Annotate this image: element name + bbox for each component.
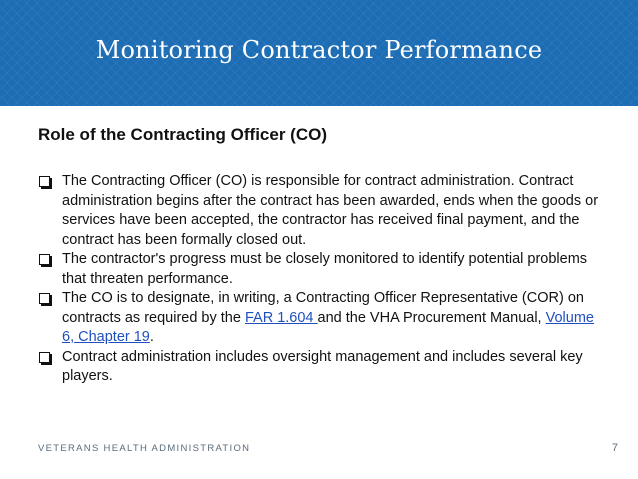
checkbox-icon — [39, 352, 50, 363]
bullet-item — [38, 250, 608, 289]
bullet-text: Contract administration includes oversight management and includes several key players. — [62, 348, 583, 384]
checkbox-icon — [39, 293, 50, 304]
page-number: 7 — [611, 442, 618, 454]
bullet-text-part: The CO is to designate, in writing, a Contracting Officer Representative (COR) on contracts as required by the — [62, 290, 584, 326]
bullet-text-part: . — [149, 329, 154, 345]
bullet-item — [38, 348, 608, 387]
bullet-text: The contractor's progress must be closely monitored to identify potential problems that threaten performance. — [62, 251, 588, 287]
checkbox-icon — [39, 254, 50, 265]
slide-subtitle: Role of the Contracting Officer (CO) — [38, 125, 327, 144]
bullet-list — [38, 172, 608, 387]
far-1604-link[interactable]: FAR 1.604 — [244, 309, 318, 326]
bullet-text: The Contracting Officer (CO) is responsible for contract administration. Contract administration begins after the contract has been awarded, ends when the goods or services have been accepted, the contractor has received final payment, and the contract has been formally closed out. — [62, 173, 599, 248]
slide-title: Monitoring Contractor Performance — [95, 36, 543, 64]
checkbox-icon — [39, 176, 50, 187]
title-banner — [0, 0, 638, 106]
bullet-item — [38, 289, 608, 348]
bullet-text-part: and the VHA Procurement Manual, — [317, 309, 546, 326]
bullet-item — [38, 172, 608, 250]
footer-organization: VETERANS HEALTH ADMINISTRATION — [38, 443, 251, 454]
volume-6-chapter-19-link[interactable]: Volume 6, Chapter 19 — [62, 309, 594, 345]
